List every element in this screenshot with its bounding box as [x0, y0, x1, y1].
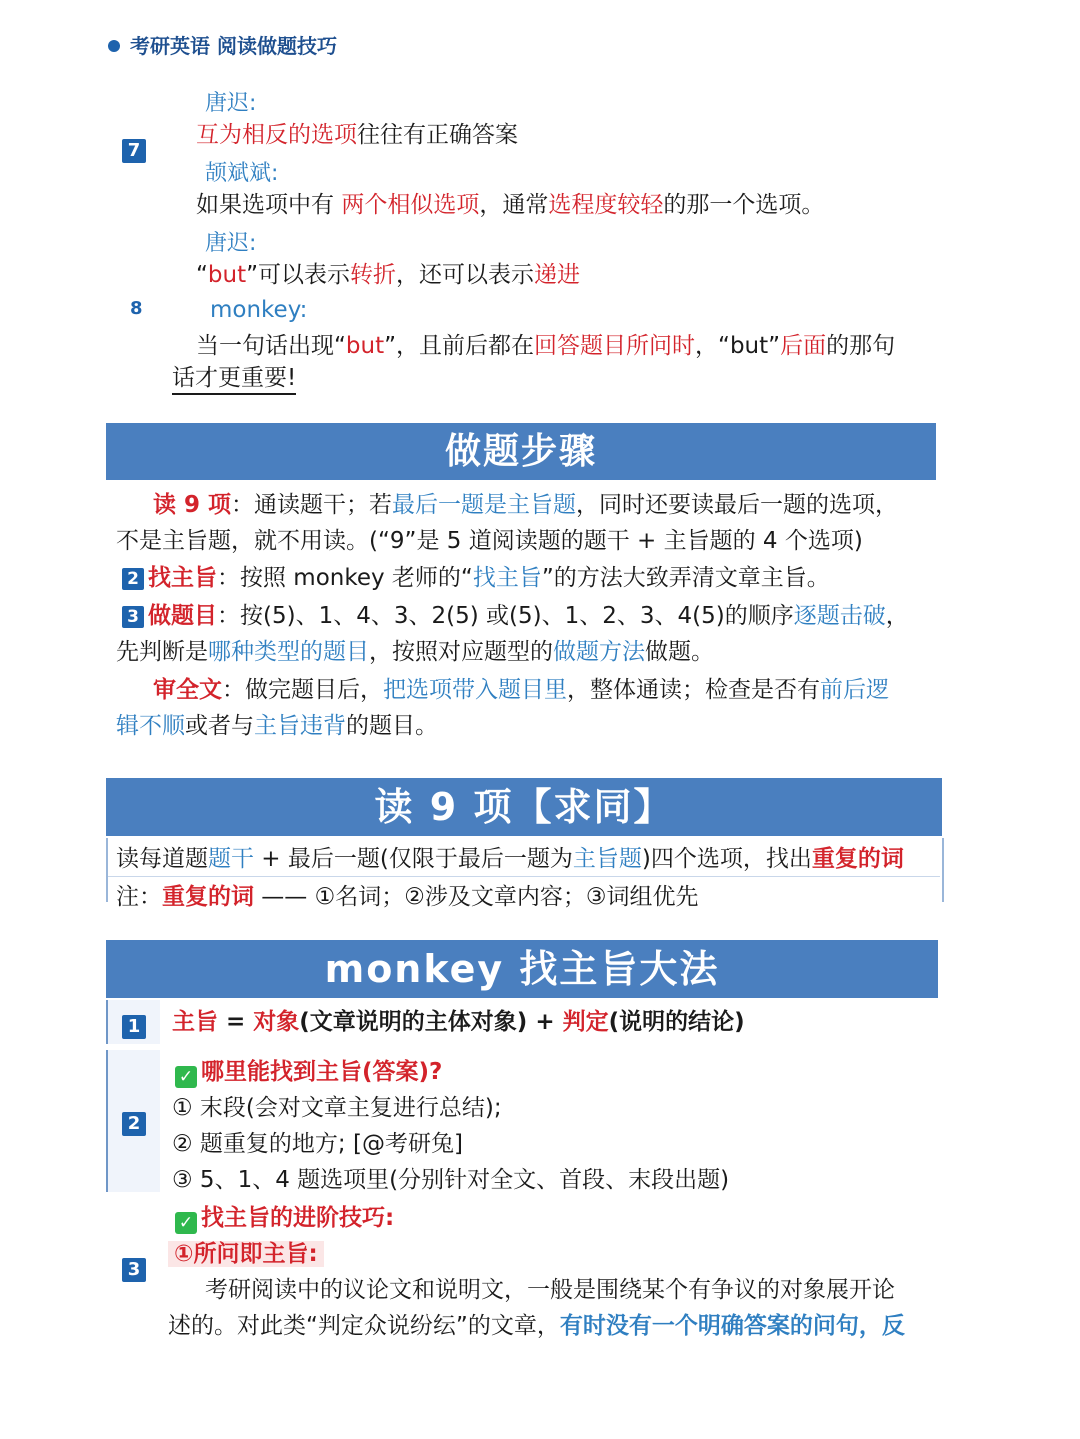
plain-text: (说明的结论) [608, 1009, 745, 1035]
highlight-text: 转折 [350, 262, 397, 288]
read9-line [116, 879, 698, 915]
highlight-text: but [345, 333, 385, 359]
row-number-badge: 1 [122, 1015, 146, 1039]
tip-line [196, 187, 824, 223]
highlight-text: 后面 [780, 333, 827, 359]
speaker-label: 唐迟: [205, 231, 257, 256]
plain-text: ，通常 [479, 192, 549, 218]
speaker-label: 唐迟: [205, 91, 257, 116]
tip-line: 话才更重要! [172, 363, 296, 395]
step-line [116, 634, 714, 670]
plain-text: ，还可以表示 [396, 262, 535, 288]
paragraph-line [168, 1308, 905, 1344]
plain-text: 当一句话出现“ [196, 333, 346, 359]
plain-text: 往往有正确答案 [357, 122, 518, 148]
plain-text: ，“but” [695, 333, 781, 359]
highlight-text: 主旨题 [572, 846, 642, 872]
plain-text: ”可以表示 [246, 262, 351, 288]
highlight-text: but [207, 262, 247, 288]
plain-text: ：按照 monkey 老师的“ [217, 565, 473, 591]
plain-text: )四个选项，找出 [641, 846, 812, 872]
checkmark-icon: ✓ [175, 1212, 197, 1234]
plain-text: —— ①名词；②涉及文章内容；③词组优先 [254, 884, 699, 910]
step-label: 找主旨 [148, 565, 217, 591]
step-line [122, 598, 909, 634]
speaker-label: monkey: [210, 297, 308, 323]
plain-text: 述的。对此类“判定众说纷纭”的文章， [168, 1313, 560, 1339]
plain-text: 或者与 [185, 713, 254, 739]
row-number-badge: 3 [122, 1258, 146, 1282]
speaker-label: 颉斌斌: [205, 161, 279, 186]
formula-line [172, 1004, 745, 1040]
highlight-text: 判定 [562, 1009, 609, 1035]
plain-text: = [218, 1009, 254, 1035]
highlight-text: 选程度较轻 [548, 192, 664, 218]
plain-text: ：做完题目后， [222, 677, 383, 703]
plain-text: 做题。 [645, 639, 714, 665]
read9-line [116, 841, 904, 877]
highlight-text: 把选项带入题目里 [383, 677, 567, 703]
highlight-text: 最后一题是主旨题 [392, 492, 577, 518]
list-item: ③ 5、1、4 题选项里(分别针对全文、首段、末段出题) [172, 1167, 730, 1193]
highlight-text: 前后逻 [820, 677, 889, 703]
question-title [175, 1054, 442, 1090]
tip-line [196, 328, 895, 364]
plain-text: ：按(5)、1、4、3、2(5) 或(5)、1、2、3、4(5)的顺序 [217, 603, 794, 629]
plain-text: ”，且前后都在 [384, 333, 535, 359]
highlight-text: 找主旨 [472, 565, 542, 591]
plain-text: ，同时还要读最后一题的选项， [576, 492, 899, 518]
highlight-text: 题干 [208, 846, 254, 872]
step-line [153, 672, 889, 708]
highlight-text: 做题方法 [553, 639, 645, 665]
row-number-badge: 2 [122, 1112, 146, 1136]
step-line [153, 487, 898, 523]
tip-line [196, 117, 518, 153]
highlight-text: 重复的词 [162, 884, 254, 910]
plain-text: ，按照对应题型的 [369, 639, 553, 665]
highlight-text: 辑不顺 [116, 713, 185, 739]
plain-text: (文章说明的主体对象) + [299, 1009, 563, 1035]
highlight-text: 哪种类型的题目 [208, 639, 369, 665]
plain-text: ：通读题干；若 [231, 492, 393, 518]
list-item: ① 末段(会对文章主复进行总结); [172, 1095, 502, 1121]
step-number-badge: 2 [122, 568, 144, 590]
step-label: 读 9 项 [153, 492, 232, 518]
highlight-text: 逐题击破 [793, 603, 886, 629]
list-item: ② 题重复的地方; [@考研兔] [172, 1131, 463, 1157]
step-line [116, 708, 438, 744]
plain-text: 的那一个选项。 [663, 192, 825, 218]
plain-text: “ [196, 262, 208, 288]
highlight-text: ①所问即主旨: [168, 1241, 324, 1267]
plain-text: 读每道题 [116, 846, 208, 872]
step-label: 审全文 [153, 677, 222, 703]
step-label: 做题目 [148, 603, 217, 629]
highlight-text: 有时没有一个明确答案的问句，反 [559, 1313, 905, 1339]
step-line [122, 560, 830, 596]
paragraph-line: 考研阅读中的议论文和说明文，一般是围绕某个有争议的对象展开论 [205, 1277, 895, 1303]
tip-line [196, 257, 580, 293]
plain-text: 如果选项中有 [196, 192, 342, 218]
advanced-subtitle [168, 1236, 324, 1272]
highlight-text: 互为相反的选项 [196, 122, 357, 148]
plain-text: + 最后一题(仅限于最后一题为 [254, 846, 573, 872]
step-line: 不是主旨题，就不用读。(“9”是 5 道阅读题的题干 + 主旨题的 4 个选项) [116, 528, 863, 554]
plain-text: 注： [116, 884, 162, 910]
steps-banner: 做题步骤 [106, 423, 936, 480]
highlight-text: 主旨 [172, 1009, 218, 1035]
header [108, 30, 337, 59]
highlight-text: 递进 [534, 262, 581, 288]
bullet-icon [108, 40, 120, 52]
highlight-text: 对象 [253, 1009, 300, 1035]
highlight-text: 两个相似选项 [341, 192, 480, 218]
highlight-text: 找主旨的进阶技巧: [201, 1205, 395, 1231]
highlight-text: 哪里能找到主旨(答案)? [201, 1059, 443, 1085]
monkey-banner: monkey 找主旨大法 [106, 940, 938, 998]
plain-text: 的那句 [826, 333, 896, 359]
plain-text: 先判断是 [116, 639, 208, 665]
checkmark-icon: ✓ [175, 1066, 197, 1088]
step-number-badge: 3 [122, 606, 144, 628]
read9-banner: 读 9 项【求同】 [106, 778, 942, 836]
header-title: 考研英语 阅读做题技巧 [130, 34, 337, 58]
plain-text: ， [885, 603, 909, 629]
highlight-text: 主旨违背 [254, 713, 346, 739]
tip-number-label: 8 [130, 298, 143, 319]
plain-text: 的题目。 [346, 713, 438, 739]
tip-number-badge: 7 [122, 139, 146, 163]
advanced-title [175, 1200, 394, 1236]
highlight-text: 重复的词 [811, 846, 904, 872]
highlight-text: 回答题目所问时 [534, 333, 696, 359]
plain-text: ，整体通读；检查是否有 [567, 677, 820, 703]
plain-text: ”的方法大致弄清文章主旨。 [541, 565, 830, 591]
